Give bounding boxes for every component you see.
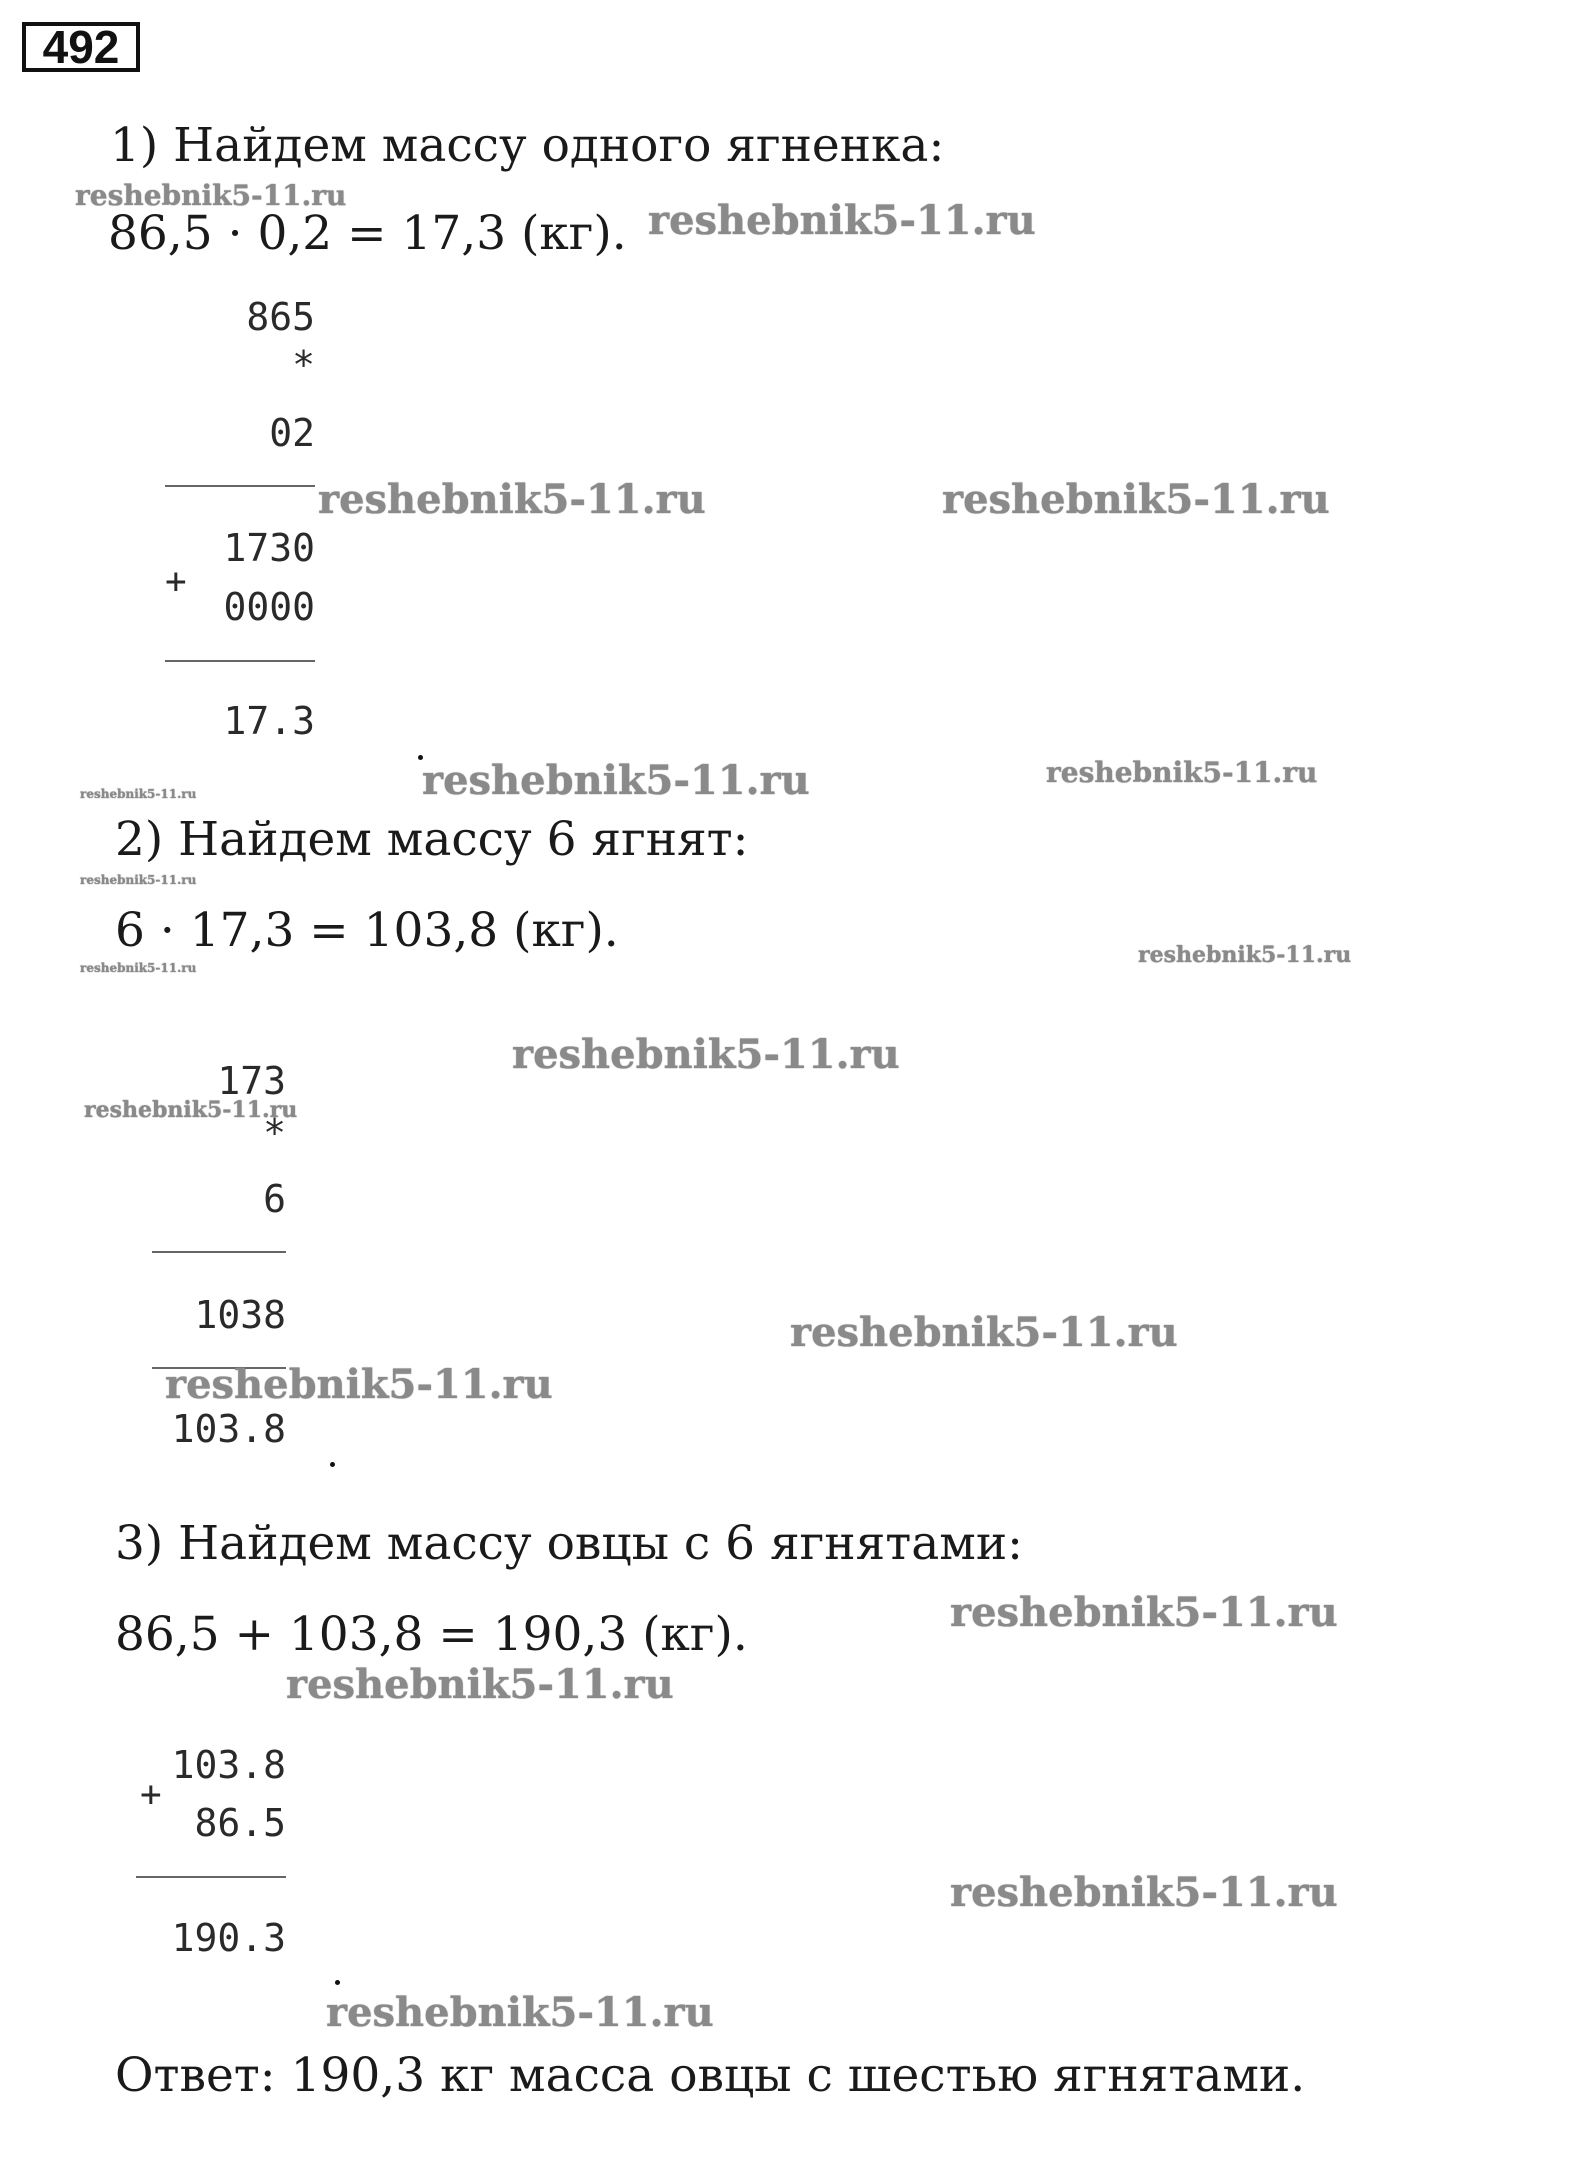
step-1-rule-1 — [165, 485, 315, 487]
watermark: reshebnik5-11.ru — [512, 1031, 900, 1078]
step-2-mult-sign: * — [263, 1111, 286, 1155]
watermark: reshebnik5-11.ru — [75, 179, 347, 212]
step-1-rule-2 — [165, 660, 315, 662]
watermark: reshebnik5-11.ru — [84, 1097, 298, 1123]
step-3-equation: 86,5 + 103,8 = 190,3 (кг). — [115, 1607, 748, 1662]
watermark: reshebnik5-11.ru — [165, 1361, 553, 1408]
step-3-addend-top: 103.8 — [171, 1743, 286, 1787]
step-3-rule — [136, 1876, 286, 1878]
step-3-result: 190.3 — [171, 1916, 286, 1960]
step-1-heading: 1) Найдем массу одного ягненка: — [110, 118, 945, 173]
step-1-mult-sign: * — [292, 343, 315, 387]
step-2-dot — [330, 1462, 335, 1467]
step-1-equation: 86,5 · 0,2 = 17,3 (кг). — [108, 206, 627, 261]
problem-number: 492 — [22, 22, 140, 72]
watermark: reshebnik5-11.ru — [80, 961, 197, 975]
step-2-factor-bottom: 6 — [263, 1177, 286, 1221]
step-3-dot — [335, 1980, 340, 1985]
watermark: reshebnik5-11.ru — [326, 1989, 714, 2036]
watermark: reshebnik5-11.ru — [422, 757, 810, 804]
step-2-equation: 6 · 17,3 = 103,8 (кг). — [115, 903, 619, 958]
watermark: reshebnik5-11.ru — [790, 1309, 1178, 1356]
watermark: reshebnik5-11.ru — [318, 476, 706, 523]
step-3-addend-bottom: 86.5 — [194, 1801, 286, 1845]
step-3-plus-sign: + — [140, 1774, 162, 1815]
step-2-result: 103.8 — [171, 1407, 286, 1451]
step-1-result: 17.3 — [223, 699, 315, 743]
step-2-rule-1 — [152, 1251, 286, 1253]
step-1-plus-sign: + — [165, 561, 187, 602]
step-2-heading: 2) Найдем массу 6 ягнят: — [115, 812, 749, 867]
step-2-product: 1038 — [194, 1293, 286, 1337]
watermark: reshebnik5-11.ru — [950, 1869, 1338, 1916]
step-1-partial-1: 1730 — [223, 526, 315, 570]
step-3-heading: 3) Найдем массу овцы с 6 ягнятами: — [115, 1516, 1024, 1571]
step-1-factor-top: 865 — [246, 295, 315, 339]
watermark: reshebnik5-11.ru — [950, 1589, 1338, 1636]
step-1-partial-2: 0000 — [223, 585, 315, 629]
watermark: reshebnik5-11.ru — [648, 197, 1036, 244]
watermark: reshebnik5-11.ru — [80, 873, 197, 887]
watermark: reshebnik5-11.ru — [80, 787, 197, 801]
watermark: reshebnik5-11.ru — [1138, 942, 1352, 968]
answer-text: Ответ: 190,3 кг масса овцы с шестью ягнятами. — [115, 2048, 1306, 2103]
watermark: reshebnik5-11.ru — [286, 1661, 674, 1708]
step-1-factor-bottom: 02 — [269, 411, 315, 455]
watermark: reshebnik5-11.ru — [1046, 756, 1318, 789]
step-2-factor-top: 173 — [217, 1059, 286, 1103]
watermark: reshebnik5-11.ru — [942, 476, 1330, 523]
